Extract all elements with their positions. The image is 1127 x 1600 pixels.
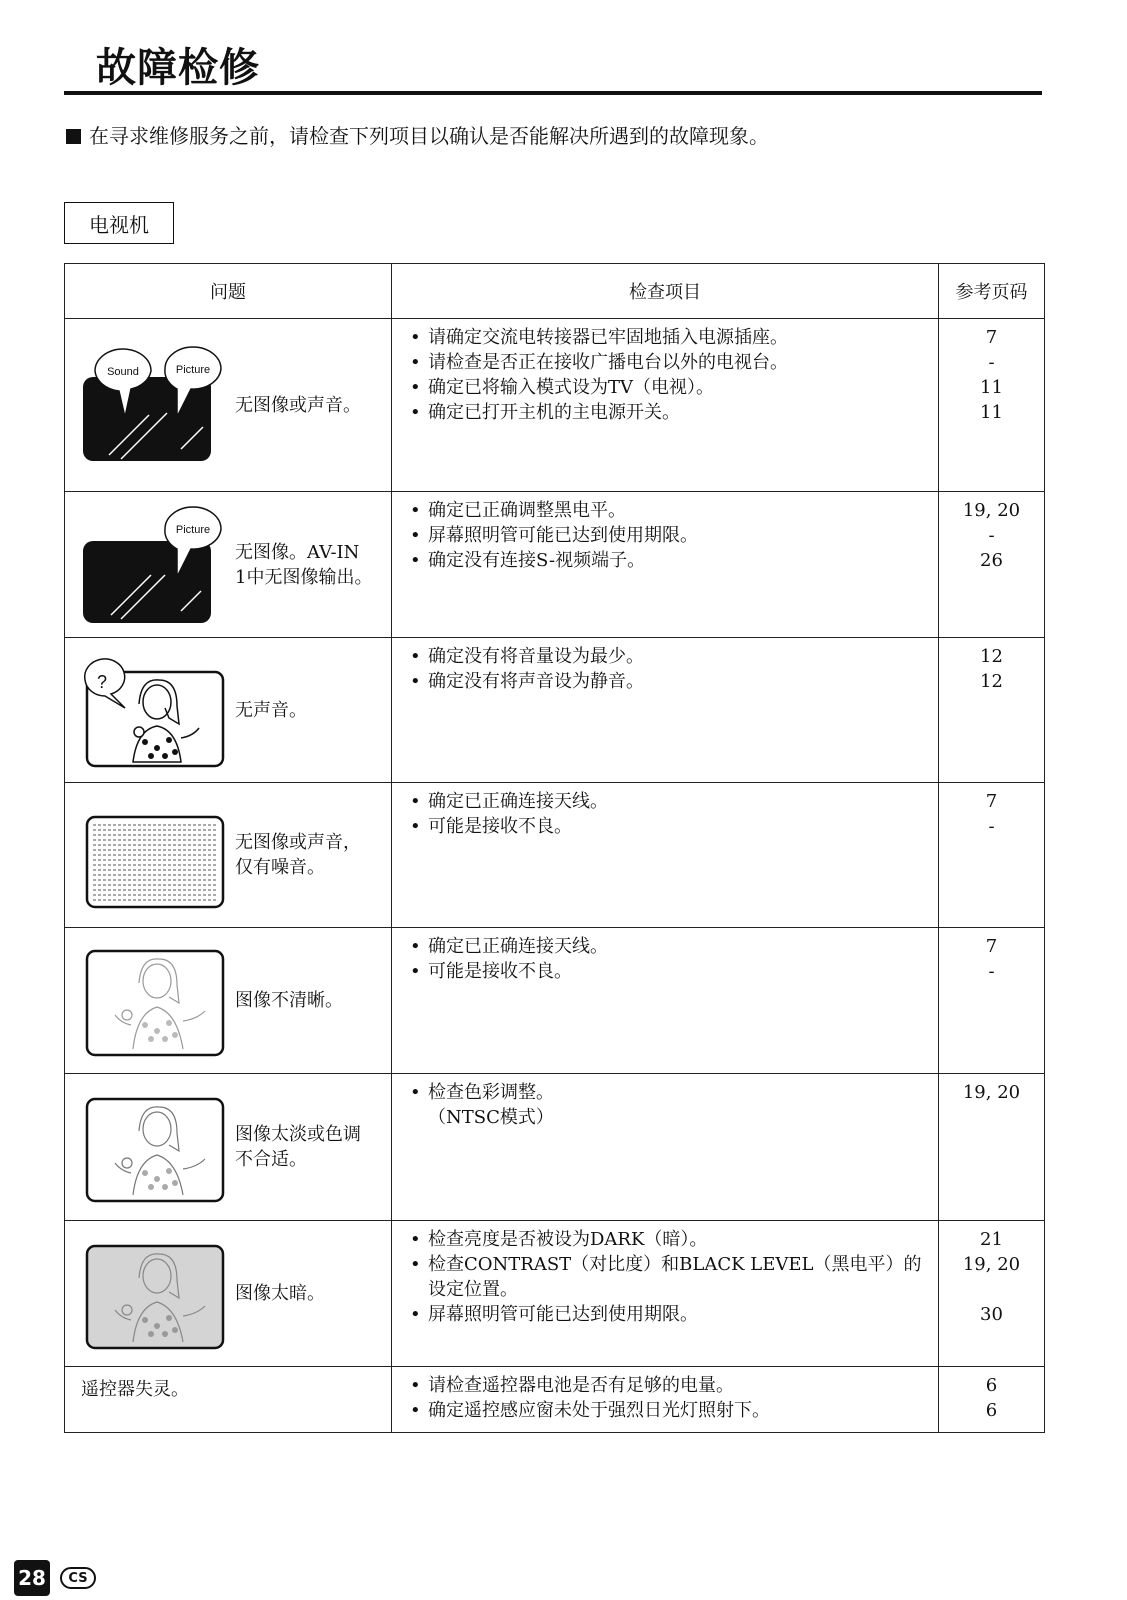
page-footer — [14, 1560, 96, 1596]
check-item: • 确定没有将音量设为最少。 — [410, 644, 926, 669]
page-ref: 21 — [980, 1229, 1003, 1250]
title-rule — [64, 91, 1042, 95]
page-ref: 26 — [980, 550, 1003, 571]
tv-dark-picture-illustration — [81, 1234, 229, 1354]
table-header-row — [65, 264, 1045, 319]
check-cell — [392, 1367, 939, 1433]
page-ref: 7 — [985, 791, 998, 812]
page-ref: 12 — [980, 646, 1003, 667]
tv-noise-only-illustration — [81, 795, 229, 915]
page-ref: 6 — [985, 1375, 998, 1396]
page-ref: 11 — [980, 377, 1003, 398]
intro-text — [66, 120, 769, 149]
page-number: 28 — [14, 1560, 50, 1596]
problem-text: 无图像。AV-IN 1中无图像输出。 — [235, 541, 373, 588]
table-row — [65, 928, 1045, 1074]
page-ref: 7 — [985, 936, 998, 957]
picture-bubble-label: Picture — [175, 523, 211, 536]
header-check: 检查项目 — [392, 264, 939, 319]
check-item: • 确定遥控感应窗未处于强烈日光灯照射下。 — [410, 1398, 926, 1423]
problem-text: 图像太暗。 — [235, 1283, 325, 1304]
table-row — [65, 319, 1045, 492]
troubleshooting-table — [64, 263, 1045, 1433]
problem-text: 无图像或声音。 — [235, 394, 361, 416]
problem-text: 遥控器失灵。 — [81, 1379, 189, 1400]
check-list — [410, 498, 926, 573]
page-ref: 19, 20 — [962, 1254, 1021, 1275]
table-row — [65, 1367, 1045, 1433]
tv-blurry-picture-illustration — [81, 941, 229, 1061]
check-cell — [392, 492, 939, 638]
check-item: • 检查色彩调整。（NTSC模式） — [410, 1080, 578, 1130]
square-bullet-icon — [66, 129, 81, 144]
page-ref: - — [988, 352, 995, 373]
check-item: • 确定已将输入模式设为TV（电视）。 — [410, 375, 926, 400]
check-item: • 确定已正确调整黑电平。 — [410, 498, 926, 523]
problem-cell — [65, 1221, 392, 1367]
table-row — [65, 1221, 1045, 1367]
page-ref: 12 — [980, 671, 1003, 692]
check-item: • 确定已正确连接天线。 — [410, 934, 926, 959]
problem-cell — [65, 1074, 392, 1221]
check-list — [410, 789, 926, 839]
check-item: • 屏幕照明管可能已达到使用期限。 — [410, 523, 926, 548]
page-cell — [939, 928, 1045, 1074]
page-ref: 19, 20 — [962, 500, 1021, 521]
table-row — [65, 492, 1045, 638]
check-item: • 可能是接收不良。 — [410, 814, 926, 839]
check-list — [410, 934, 926, 984]
problem-cell — [65, 319, 392, 492]
check-cell — [392, 783, 939, 928]
page-ref: - — [988, 525, 995, 546]
page-ref — [940, 1277, 1043, 1302]
check-list — [410, 644, 926, 694]
check-item: • 确定没有将声音设为静音。 — [410, 669, 926, 694]
question-mark-label: ? — [96, 672, 108, 692]
section-heading: 电视机 — [64, 202, 174, 244]
page-cell — [939, 319, 1045, 492]
problem-cell — [65, 492, 392, 638]
check-cell — [392, 1221, 939, 1367]
page-cell — [939, 1074, 1045, 1221]
check-item: • 确定没有连接S-视频端子。 — [410, 548, 926, 573]
problem-cell — [65, 928, 392, 1074]
check-cell — [392, 928, 939, 1074]
intro-sentence: 在寻求维修服务之前，请检查下列项目以确认是否能解决所遇到的故障现象。 — [89, 124, 769, 148]
check-list — [410, 325, 926, 425]
problem-text: 图像太淡或色调不合适。 — [235, 1124, 361, 1170]
tv-no-picture-no-sound-illustration — [81, 345, 229, 465]
page-ref: - — [988, 816, 995, 837]
problem-cell — [65, 783, 392, 928]
check-list — [410, 1080, 926, 1130]
check-cell — [392, 319, 939, 492]
page-ref: - — [988, 961, 995, 982]
page-ref: 7 — [985, 327, 998, 348]
header-problem: 问题 — [65, 264, 392, 319]
header-page: 参考页码 — [939, 264, 1045, 319]
page-title: 故障检修 — [96, 45, 260, 91]
check-cell — [392, 1074, 939, 1221]
check-item: • 请确定交流电转接器已牢固地插入电源插座。 — [410, 325, 926, 350]
page-cell — [939, 638, 1045, 783]
page-ref: 6 — [985, 1400, 998, 1421]
problem-cell — [65, 1367, 392, 1433]
check-item: • 确定已正确连接天线。 — [410, 789, 926, 814]
table-row — [65, 1074, 1045, 1221]
picture-bubble-label: Picture — [175, 364, 211, 376]
language-badge: CS — [60, 1567, 96, 1589]
problem-text: 图像不清晰。 — [235, 990, 343, 1011]
problem-text: 无声音。 — [235, 699, 307, 721]
problem-text: 无图像或声音，仅有噪音。 — [235, 832, 361, 878]
check-item: • 屏幕照明管可能已达到使用期限。 — [410, 1302, 926, 1327]
tv-faded-picture-illustration — [81, 1087, 229, 1207]
problem-cell — [65, 638, 392, 783]
tv-no-picture-illustration — [81, 505, 229, 625]
check-item: • 检查亮度是否被设为DARK（暗）。 — [410, 1227, 926, 1252]
page-cell — [939, 1221, 1045, 1367]
sound-bubble-label: Sound — [107, 366, 139, 378]
check-item: • 请检查是否正在接收广播电台以外的电视台。 — [410, 350, 926, 375]
tv-no-sound-illustration — [81, 650, 229, 770]
check-item: • 确定已打开主机的主电源开关。 — [410, 400, 926, 425]
page-cell — [939, 1367, 1045, 1433]
page-ref: 30 — [980, 1304, 1003, 1325]
page-ref: 19, 20 — [962, 1082, 1021, 1103]
check-list — [410, 1373, 926, 1423]
page-cell — [939, 492, 1045, 638]
table-row — [65, 783, 1045, 928]
page-ref: 11 — [980, 402, 1003, 423]
check-item: • 检查CONTRAST（对比度）和BLACK LEVEL（黑电平）的设定位置。 — [410, 1252, 926, 1302]
check-cell — [392, 638, 939, 783]
check-item: • 请检查遥控器电池是否有足够的电量。 — [410, 1373, 926, 1398]
check-list — [410, 1227, 926, 1327]
table-row — [65, 638, 1045, 783]
page-cell — [939, 783, 1045, 928]
check-item: • 可能是接收不良。 — [410, 959, 926, 984]
